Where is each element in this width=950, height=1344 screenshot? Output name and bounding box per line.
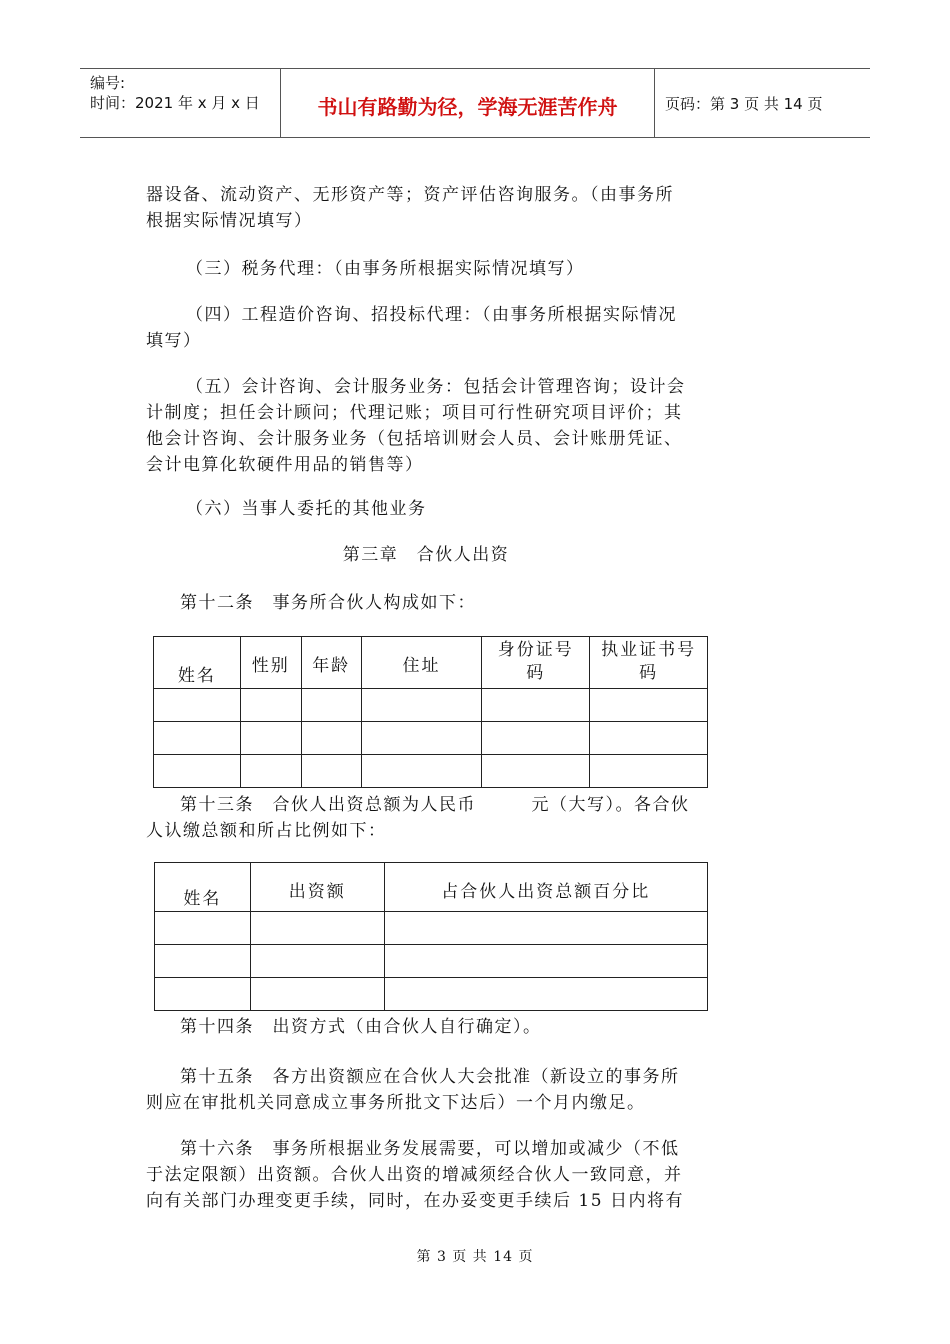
table-cell: [154, 722, 241, 755]
table-row: [154, 722, 708, 755]
text-line: 器设备、流动资产、无形资产等；资产评估咨询服务。（由事务所: [146, 185, 674, 205]
header-id-number: [482, 637, 590, 689]
article-12: [146, 590, 706, 616]
article-16: [146, 1136, 706, 1214]
article-13: [146, 792, 706, 844]
text-line: 第十三条 合伙人出资总额为人民币 元（大写）。各合伙: [180, 795, 690, 815]
text-line: （三）税务代理：（由事务所根据实际情况填写）: [186, 259, 585, 279]
header-line: 身份证号: [497, 640, 574, 660]
table-cell: [590, 689, 708, 722]
header-motto-cell: [280, 69, 655, 137]
text-line: 他会计咨询、会计服务业务（包括培训财会人员、会计账册凭证、: [146, 429, 683, 449]
header-page-cell: [655, 69, 870, 137]
table-cell: [482, 755, 590, 788]
table-cell: [240, 755, 301, 788]
table-row: [155, 912, 708, 945]
table-cell: [240, 722, 301, 755]
table-cell: [154, 755, 241, 788]
table-cell: [155, 978, 251, 1011]
table-cell: [155, 912, 251, 945]
text-line: 于法定限额）出资额。合伙人出资的增减须经合伙人一致同意，并: [146, 1165, 683, 1185]
header-line: 执业证书号: [601, 640, 697, 660]
paragraph-item-5: [146, 374, 706, 478]
paragraph-item-6: [146, 496, 706, 522]
text-line: （四）工程造价咨询、招投标代理：（由事务所根据实际情况: [186, 305, 677, 325]
table-row: [155, 978, 708, 1011]
table-cell: [155, 945, 251, 978]
header-page-number: 页码：第 3 页 共 14 页: [665, 95, 823, 113]
text-line: 根据实际情况填写）: [146, 211, 313, 231]
table-cell: [361, 722, 482, 755]
header-percentage: 占合伙人出资总额百分比: [384, 863, 707, 912]
header-line: 码: [526, 663, 546, 683]
header-contribution: 出资额: [250, 863, 384, 912]
table-cell: [250, 978, 384, 1011]
text-line: 第十四条 出资方式（由合伙人自行确定）。: [180, 1017, 542, 1037]
text-line: 填写）: [146, 331, 202, 351]
table-row: [155, 945, 708, 978]
table-cell: [361, 755, 482, 788]
page-header: [80, 68, 870, 138]
table-cell: [240, 689, 301, 722]
header-age: 年龄: [301, 637, 361, 689]
chapter-title: 第三章 合伙人出资: [342, 545, 510, 565]
header-address: 住址: [361, 637, 482, 689]
partner-composition-table: [153, 636, 708, 788]
header-line: 码: [639, 663, 659, 683]
text-line: 第十六条 事务所根据业务发展需要，可以增加或减少（不低: [180, 1139, 680, 1159]
text-line: 第十二条 事务所合伙人构成如下：: [180, 593, 476, 613]
text-line: 则应在审批机关同意成立事务所批文下达后）一个月内缴足。: [146, 1093, 646, 1113]
table-cell: [590, 755, 708, 788]
table-row: [154, 755, 708, 788]
text-line: 计制度；担任会计顾问；代理记账；项目可行性研究项目评价；其: [146, 403, 683, 423]
page-footer: 第 3 页 共 14 页: [416, 1249, 534, 1265]
table-cell: [482, 689, 590, 722]
document-number-label: 编号:: [90, 74, 126, 92]
header-motto: 书山有路勤为径，学海无涯苦作舟: [317, 95, 618, 119]
table-cell: [384, 945, 707, 978]
chapter-heading: [146, 542, 706, 568]
text-line: 会计电算化软硬件用品的销售等）: [146, 455, 424, 475]
table-cell: [301, 755, 361, 788]
header-name: 姓名: [155, 863, 251, 912]
text-line: （五）会计咨询、会计服务业务：包括会计管理咨询；设计会: [186, 377, 686, 397]
table-cell: [250, 945, 384, 978]
table-cell: [361, 689, 482, 722]
table-header-row: [154, 637, 708, 689]
table-cell: [154, 689, 241, 722]
text-line: 向有关部门办理变更手续，同时，在办妥变更手续后 15 日内将有: [146, 1191, 684, 1211]
header-cert-number: [590, 637, 708, 689]
table-cell: [384, 912, 707, 945]
table-header-row: [155, 863, 708, 912]
header-meta-cell: [80, 69, 280, 137]
table-cell: [482, 722, 590, 755]
document-date-label: 时间：2021 年 x 月 x 日: [90, 94, 260, 112]
paragraph-item-4: [146, 302, 706, 354]
text-line: 第十五条 各方出资额应在合伙人大会批准（新设立的事务所: [180, 1067, 680, 1087]
article-14: [146, 1014, 706, 1040]
article-15: [146, 1064, 706, 1116]
table-cell: [301, 722, 361, 755]
header-name: 姓名: [154, 637, 241, 689]
paragraph-asset-services: [146, 182, 706, 234]
table-cell: [250, 912, 384, 945]
table-row: [154, 689, 708, 722]
table-cell: [301, 689, 361, 722]
text-line: 人认缴总额和所占比例如下：: [146, 821, 387, 841]
header-gender: 性别: [240, 637, 301, 689]
table-cell: [590, 722, 708, 755]
capital-contribution-table: [154, 862, 708, 1011]
table-cell: [384, 978, 707, 1011]
text-line: （六）当事人委托的其他业务: [186, 499, 427, 519]
paragraph-item-3: [146, 256, 706, 282]
